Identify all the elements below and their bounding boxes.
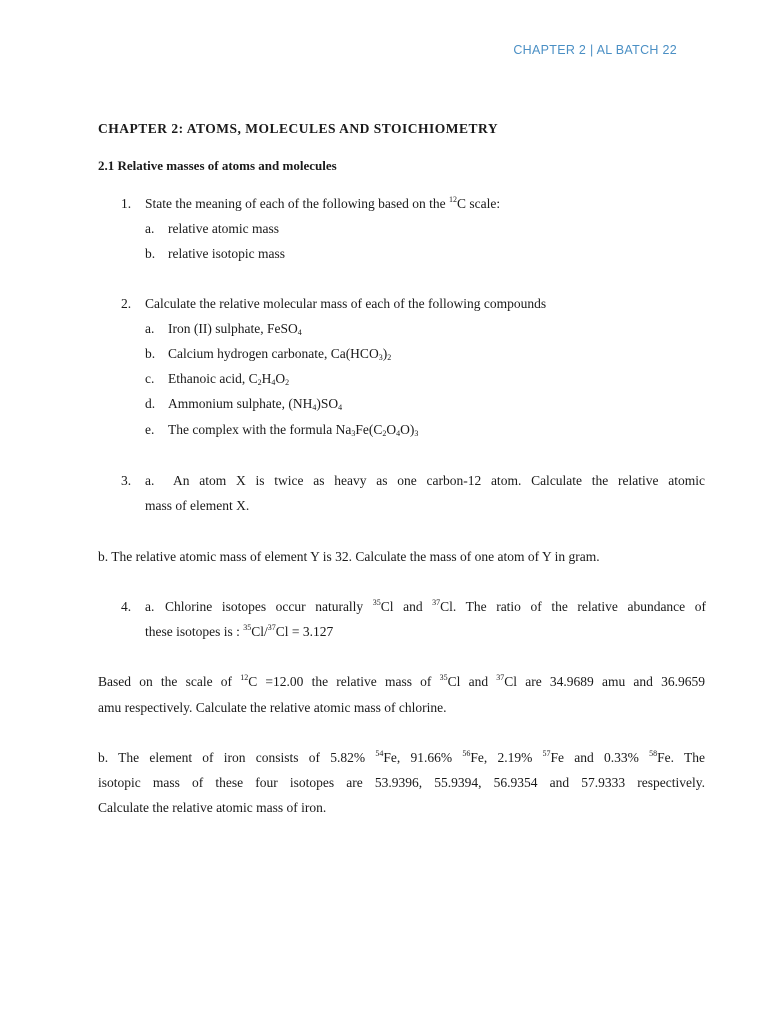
q4-part-a-line2: these isotopes is : $^{35}$Cl/$^{37}$Cl = 3.127 bbox=[145, 623, 334, 639]
q4-part-a-line1: Chlorine isotopes occur naturally $^{35}$Cl and $^{37}$Cl. The ratio of the relative abundance of bbox=[165, 598, 706, 614]
q3-number: 3. bbox=[121, 473, 132, 488]
q4-part-a-label: a. bbox=[145, 599, 155, 614]
q1-stem: State the meaning of each of the following based on the $^{12}$C scale: bbox=[145, 195, 501, 211]
q4-part-b-line1: b. The element of iron consists of 5.82% $^{54}$Fe, 91.66% $^{56}$Fe, 2.19% $^{57}$Fe and 0.33% $^{58}$Fe. The bbox=[98, 749, 705, 765]
chapter-title: CHAPTER 2: ATOMS, MOLECULES AND STOICHIOMETRY bbox=[98, 121, 499, 136]
running-head: CHAPTER 2 | AL BATCH 22 bbox=[513, 43, 677, 57]
q3-part-a-line2: mass of element X. bbox=[145, 498, 250, 513]
q1-item-b-label: b. bbox=[145, 246, 156, 261]
q3-part-a-label: a. bbox=[145, 473, 155, 488]
q2-number: 2. bbox=[121, 296, 132, 311]
q2-item-e-text: The complex with the formula $Na_3Fe(C_2O_4O)_3$ bbox=[168, 422, 419, 438]
q2-item-d-label: d. bbox=[145, 396, 156, 411]
q1-number: 1. bbox=[121, 196, 132, 211]
q2-item-c-text: Ethanoic acid, $C_2H_4O_2$ bbox=[168, 371, 290, 387]
q2-item-c-label: c. bbox=[145, 371, 155, 386]
section-title: 2.1 Relative masses of atoms and molecules bbox=[98, 158, 337, 173]
q3-part-a-line1: An atom X is twice as heavy as one carbon-12 atom. Calculate the relative atomic bbox=[173, 473, 705, 488]
q2-item-d-text: Ammonium sulphate, $(NH_4)SO_4$ bbox=[168, 396, 343, 412]
q4-part-b-line3: Calculate the relative atomic mass of iron. bbox=[98, 800, 327, 815]
q4-chlorine-para-line1: Based on the scale of $^{12}$C =12.00 the relative mass of $^{35}$Cl and $^{37}$Cl are 34.9689 amu and 36.9659 bbox=[98, 673, 705, 689]
q4-part-b-line2: isotopic mass of these four isotopes are 53.9396, 55.9394, 56.9354 and 57.9333 respectively. bbox=[98, 775, 705, 790]
q2-item-b-label: b. bbox=[145, 346, 156, 361]
q3-part-b: b. The relative atomic mass of element Y is 32. Calculate the mass of one atom of Y in gram. bbox=[98, 549, 600, 564]
q1-item-a-label: a. bbox=[145, 221, 155, 236]
q2-item-a-label: a. bbox=[145, 321, 155, 336]
q2-item-e-label: e. bbox=[145, 422, 155, 437]
q2-stem: Calculate the relative molecular mass of each of the following compounds bbox=[145, 296, 547, 311]
q1-item-b-text: relative isotopic mass bbox=[168, 246, 285, 261]
q4-number: 4. bbox=[121, 599, 132, 614]
q4-chlorine-para-line2: amu respectively. Calculate the relative atomic mass of chlorine. bbox=[98, 700, 447, 715]
q1-item-a-text: relative atomic mass bbox=[168, 221, 279, 236]
q2-item-b-text: Calcium hydrogen carbonate, $Ca(HCO_3)_2$ bbox=[168, 346, 392, 362]
q2-item-a-text: Iron (II) sulphate, FeSO$_4$ bbox=[168, 321, 302, 337]
